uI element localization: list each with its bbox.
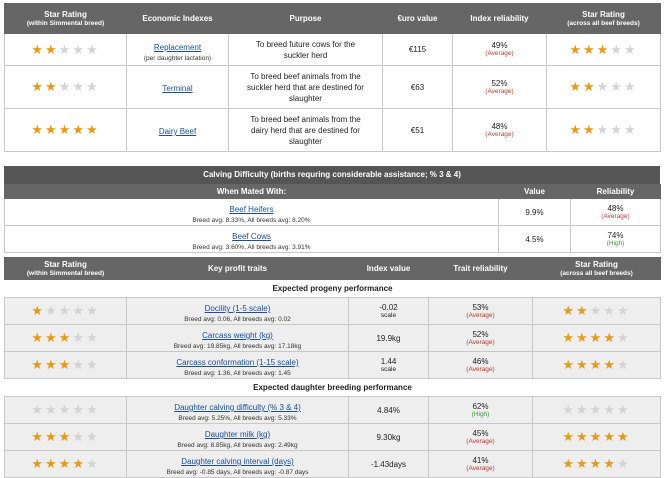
star-rating-within-cell: [5, 298, 127, 325]
table-row: [5, 352, 661, 379]
reliability-percent: 62%: [472, 401, 489, 411]
calving-name-link[interactable]: Beef Heifers: [229, 205, 274, 214]
star-empty-icon: ★: [562, 402, 577, 417]
reliability-percent: 48%: [607, 203, 624, 213]
index-name-cell: [127, 34, 229, 66]
star-rating: [31, 122, 99, 137]
star-filled-icon: ★: [31, 429, 46, 444]
index-name-sub: (per daughter lactation): [143, 54, 212, 62]
progeny-section-row: [5, 280, 661, 298]
star-empty-icon: ★: [616, 330, 631, 345]
star-filled-icon: ★: [576, 429, 590, 444]
key-profit-traits-table: [4, 257, 661, 478]
reliability-cell: [429, 298, 533, 325]
table-row: [5, 199, 661, 226]
trait-name-link[interactable]: Daughter calving interval (days): [181, 457, 294, 466]
star-filled-icon: ★: [58, 456, 73, 471]
star-filled-icon: ★: [603, 456, 617, 471]
star-empty-icon: ★: [623, 122, 638, 137]
calving-name-cell: [5, 199, 499, 226]
star-rating-within-cell: [5, 352, 127, 379]
trait-breed-avg: Breed avg: 1.36, All breeds avg: 1.45: [184, 370, 291, 377]
reliability-level: (Average): [466, 464, 495, 472]
star-empty-icon: ★: [72, 402, 86, 417]
star-filled-icon: ★: [31, 303, 46, 318]
index-value-cell: [349, 298, 429, 325]
star-filled-icon: ★: [583, 122, 597, 137]
star-filled-icon: ★: [31, 79, 46, 94]
reliability-cell: [571, 226, 661, 253]
index-value: 19.9kg: [376, 333, 401, 343]
reliability-cell: [429, 424, 533, 451]
star-rating-within-cell: [5, 424, 127, 451]
table-row: [5, 397, 661, 424]
table-row: [5, 34, 661, 66]
star-filled-icon: ★: [603, 357, 617, 372]
star-filled-icon: ★: [45, 357, 59, 372]
star-rating: [31, 456, 99, 471]
table-row: [5, 424, 661, 451]
star-empty-icon: ★: [610, 79, 624, 94]
col-star-within: Star Rating (within Simmental breed): [5, 4, 127, 34]
star-empty-icon: ★: [589, 303, 604, 318]
col-value: Value: [499, 185, 571, 199]
calving-difficulty-table: [4, 184, 661, 253]
trait-breed-avg: Breed avg: 5.25%, All breeds avg: 5.33%: [178, 415, 297, 422]
star-rating-across-cell: [533, 451, 661, 478]
col-economic-indexes: Economic Indexes: [127, 4, 229, 34]
star-rating-across-cell: [547, 66, 661, 109]
star-rating: [31, 42, 99, 57]
star-empty-icon: ★: [610, 41, 624, 57]
economic-indexes-header: [5, 4, 661, 34]
star-filled-icon: ★: [576, 357, 590, 372]
star-filled-icon: ★: [85, 122, 100, 137]
calving-breed-avg: Breed avg: 8.33%, All breeds avg: 8.20%: [192, 217, 311, 224]
star-rating-across-cell: [547, 34, 661, 66]
star-filled-icon: ★: [45, 429, 59, 444]
reliability-level: (Average): [466, 437, 495, 445]
index-value-cell: [349, 352, 429, 379]
star-empty-icon: ★: [596, 122, 611, 137]
index-value-cell: [349, 451, 429, 478]
index-value-cell: [349, 397, 429, 424]
star-filled-icon: ★: [31, 41, 46, 57]
star-filled-icon: ★: [562, 429, 577, 444]
star-filled-icon: ★: [31, 330, 46, 345]
traits-header: [5, 258, 661, 280]
star-filled-icon: ★: [72, 122, 86, 137]
star-filled-icon: ★: [616, 429, 631, 444]
index-value: 9.30kg: [376, 432, 401, 442]
daughter-section-row: [5, 379, 661, 397]
reliability-level: (Average): [485, 130, 514, 138]
reliability-percent: 45%: [472, 428, 489, 438]
trait-name-link[interactable]: Daughter calving difficulty (% 3 & 4): [174, 403, 301, 412]
col-star-within: Star Rating (within Simmental breed): [5, 258, 127, 280]
star-filled-icon: ★: [562, 330, 577, 345]
star-empty-icon: ★: [85, 41, 100, 57]
index-name-cell: [127, 66, 229, 109]
trait-name-cell: [127, 424, 349, 451]
star-empty-icon: ★: [58, 41, 73, 57]
table-row: [5, 226, 661, 253]
star-empty-icon: ★: [72, 330, 86, 345]
star-rating: [31, 429, 99, 444]
reliability-cell: [429, 352, 533, 379]
euro-value-cell: €115: [383, 34, 453, 66]
star-empty-icon: ★: [85, 79, 100, 94]
trait-name-link[interactable]: Carcass weight (kg): [202, 331, 273, 340]
star-rating: [562, 357, 630, 372]
star-filled-icon: ★: [58, 330, 73, 345]
table-row: [5, 451, 661, 478]
index-name-cell: [127, 109, 229, 152]
star-empty-icon: ★: [45, 303, 59, 318]
table-row: [5, 298, 661, 325]
reliability-level: (Average): [466, 311, 495, 319]
trait-name-cell: [127, 451, 349, 478]
star-rating-across-cell: [547, 109, 661, 152]
star-rating-across-cell: [533, 352, 661, 379]
reliability-level: (Average): [466, 365, 495, 373]
index-value: -1.43days: [370, 459, 407, 469]
star-filled-icon: ★: [569, 79, 584, 94]
index-name-link[interactable]: Replacement: [153, 42, 202, 52]
reliability-cell: [429, 451, 533, 478]
star-rating: [31, 357, 99, 372]
index-name-link[interactable]: Dairy Beef: [158, 127, 197, 136]
star-rating: [562, 330, 630, 345]
star-filled-icon: ★: [31, 357, 46, 372]
reliability-level: (High): [471, 410, 490, 418]
reliability-percent: 41%: [472, 455, 489, 465]
star-filled-icon: ★: [603, 330, 617, 345]
trait-breed-avg: Breed avg: -0.85 days, All breeds avg: -0.87 days: [166, 469, 309, 476]
star-rating: [562, 303, 630, 318]
star-empty-icon: ★: [623, 79, 638, 94]
trait-name-link[interactable]: Docility (1-5 scale): [204, 304, 271, 313]
reliability-level: (Average): [485, 50, 514, 57]
reliability-level: (Average): [601, 212, 630, 220]
star-filled-icon: ★: [589, 429, 604, 444]
star-rating: [31, 330, 99, 345]
star-rating: [31, 303, 99, 318]
daughter-section-title: Expected daughter breeding performance: [253, 383, 412, 392]
reliability-percent: 74%: [607, 230, 624, 240]
purpose-cell: To breed future cows for the suckler herd: [229, 34, 383, 66]
col-star-across: Star Rating (across all beef breeds): [547, 4, 661, 34]
col-index-value: Index value: [349, 258, 429, 280]
col-star-across: Star Rating (across all beef breeds): [533, 258, 661, 280]
star-rating: [562, 402, 630, 417]
star-empty-icon: ★: [85, 429, 100, 444]
star-filled-icon: ★: [562, 357, 577, 372]
star-empty-icon: ★: [58, 79, 73, 94]
euro-value-cell: €63: [383, 66, 453, 109]
euro-value-cell: €51: [383, 109, 453, 152]
index-value-cell: [349, 325, 429, 352]
star-rating: [31, 79, 99, 94]
col-reliability: Reliability: [571, 185, 661, 199]
star-empty-icon: ★: [85, 402, 100, 417]
star-filled-icon: ★: [45, 79, 59, 94]
star-filled-icon: ★: [72, 456, 86, 471]
star-rating-within-cell: [5, 451, 127, 478]
star-empty-icon: ★: [58, 303, 73, 318]
star-empty-icon: ★: [576, 402, 590, 417]
star-filled-icon: ★: [576, 303, 590, 318]
reliability-cell: [429, 325, 533, 352]
trait-breed-avg: Breed avg: 19.85kg, All breeds avg: 17.18kg: [173, 343, 302, 350]
calving-breed-avg: Breed avg: 3.60%, All breeds avg: 3.91%: [192, 244, 311, 251]
star-rating-across-cell: [533, 424, 661, 451]
star-filled-icon: ★: [589, 357, 604, 372]
economic-indexes-table: [4, 3, 661, 152]
star-filled-icon: ★: [576, 330, 590, 345]
star-rating-within-cell: [5, 66, 127, 109]
star-rating: [31, 402, 99, 417]
star-empty-icon: ★: [603, 303, 617, 318]
trait-name-link[interactable]: Carcass conformation (1-15 scale): [176, 358, 299, 367]
star-filled-icon: ★: [569, 122, 584, 137]
star-filled-icon: ★: [603, 429, 617, 444]
index-name-link[interactable]: Terminal: [162, 84, 193, 93]
reliability-level: (High): [606, 239, 625, 247]
table-row: [5, 109, 661, 152]
reliability-percent: 48%: [491, 121, 508, 131]
star-filled-icon: ★: [576, 456, 590, 471]
star-empty-icon: ★: [85, 303, 100, 318]
col-key-profit-traits: Key profit traits: [127, 258, 349, 280]
star-empty-icon: ★: [610, 122, 624, 137]
star-empty-icon: ★: [616, 402, 631, 417]
star-rating-across-cell: [533, 325, 661, 352]
star-filled-icon: ★: [596, 41, 611, 57]
reliability-percent: 49%: [491, 41, 508, 50]
star-empty-icon: ★: [72, 357, 86, 372]
trait-name-cell: [127, 325, 349, 352]
col-purpose: Purpose: [229, 4, 383, 34]
star-filled-icon: ★: [583, 79, 597, 94]
calving-difficulty-title: Calving Difficulty (births requring considerable assistance; % 3 & 4): [4, 166, 660, 184]
star-filled-icon: ★: [45, 41, 59, 57]
star-empty-icon: ★: [616, 357, 631, 372]
star-empty-icon: ★: [45, 402, 59, 417]
trait-name-link[interactable]: Daughter milk (kg): [204, 430, 271, 439]
star-rating: [569, 42, 637, 57]
star-empty-icon: ★: [31, 402, 46, 417]
star-rating-across-cell: [533, 397, 661, 424]
star-filled-icon: ★: [58, 357, 73, 372]
reliability-level: (Average): [466, 338, 495, 346]
star-empty-icon: ★: [623, 41, 638, 57]
reliability-cell: [453, 66, 547, 109]
star-empty-icon: ★: [616, 456, 631, 471]
progeny-section-title: Expected progeny performance: [272, 284, 393, 293]
star-rating: [562, 429, 630, 444]
calving-name-cell: [5, 226, 499, 253]
star-empty-icon: ★: [85, 456, 100, 471]
reliability-cell: [453, 109, 547, 152]
star-empty-icon: ★: [603, 402, 617, 417]
reliability-percent: 53%: [472, 302, 489, 312]
star-empty-icon: ★: [72, 429, 86, 444]
index-value: -0.02: [379, 302, 398, 312]
star-filled-icon: ★: [31, 456, 46, 471]
star-empty-icon: ★: [72, 303, 86, 318]
star-filled-icon: ★: [583, 41, 597, 57]
trait-name-cell: [127, 397, 349, 424]
star-rating: [569, 79, 637, 94]
trait-name-cell: [127, 352, 349, 379]
col-index-reliability: Index reliability: [453, 4, 547, 34]
index-value: 4.84%: [377, 405, 400, 415]
trait-breed-avg: Breed avg: 0.06, All breeds avg: 0.02: [184, 316, 291, 323]
calving-name-link[interactable]: Beef Cows: [232, 232, 271, 241]
star-rating-within-cell: [5, 109, 127, 152]
star-filled-icon: ★: [589, 330, 604, 345]
star-filled-icon: ★: [589, 456, 604, 471]
col-mated-with: When Mated With:: [5, 185, 499, 199]
star-filled-icon: ★: [562, 456, 577, 471]
star-rating-within-cell: [5, 325, 127, 352]
star-filled-icon: ★: [58, 122, 73, 137]
reliability-cell: [453, 34, 547, 66]
calving-header: [5, 185, 661, 199]
trait-name-cell: [127, 298, 349, 325]
index-value-cell: [349, 424, 429, 451]
star-empty-icon: ★: [72, 79, 86, 94]
star-rating-within-cell: [5, 34, 127, 66]
col-trait-reliability: Trait reliability: [429, 258, 533, 280]
star-empty-icon: ★: [85, 357, 100, 372]
reliability-percent: 52%: [472, 329, 489, 339]
star-empty-icon: ★: [589, 402, 604, 417]
col-euro-value: €uro value: [383, 4, 453, 34]
index-value-unit: scale: [380, 365, 397, 373]
table-row: [5, 325, 661, 352]
purpose-cell: To breed beef animals from the dairy herd that are destined for slaughter: [229, 109, 383, 152]
star-filled-icon: ★: [45, 330, 59, 345]
star-filled-icon: ★: [45, 456, 59, 471]
star-rating: [569, 122, 637, 137]
reliability-level: (Average): [485, 87, 514, 95]
star-filled-icon: ★: [562, 303, 577, 318]
star-empty-icon: ★: [58, 402, 73, 417]
star-empty-icon: ★: [72, 41, 86, 57]
star-filled-icon: ★: [31, 122, 46, 137]
reliability-cell: [571, 199, 661, 226]
purpose-cell: To breed beef animals from the suckler herd that are destined for slaughter: [229, 66, 383, 109]
star-filled-icon: ★: [58, 429, 73, 444]
reliability-percent: 52%: [491, 78, 508, 88]
index-value: 1.44: [380, 356, 397, 366]
table-row: [5, 66, 661, 109]
calving-value-cell: 9.9%: [499, 199, 571, 226]
star-rating-across-cell: [533, 298, 661, 325]
star-rating-within-cell: [5, 397, 127, 424]
star-empty-icon: ★: [596, 79, 611, 94]
star-empty-icon: ★: [616, 303, 631, 318]
star-empty-icon: ★: [85, 330, 100, 345]
reliability-percent: 46%: [472, 356, 489, 366]
index-value-unit: scale: [380, 311, 397, 319]
calving-value-cell: 4.5%: [499, 226, 571, 253]
star-filled-icon: ★: [569, 41, 584, 57]
reliability-cell: [429, 397, 533, 424]
star-rating: [562, 456, 630, 471]
star-filled-icon: ★: [45, 122, 59, 137]
trait-breed-avg: Breed avg: 8.85kg, All breeds avg: 2.49kg: [177, 442, 298, 449]
